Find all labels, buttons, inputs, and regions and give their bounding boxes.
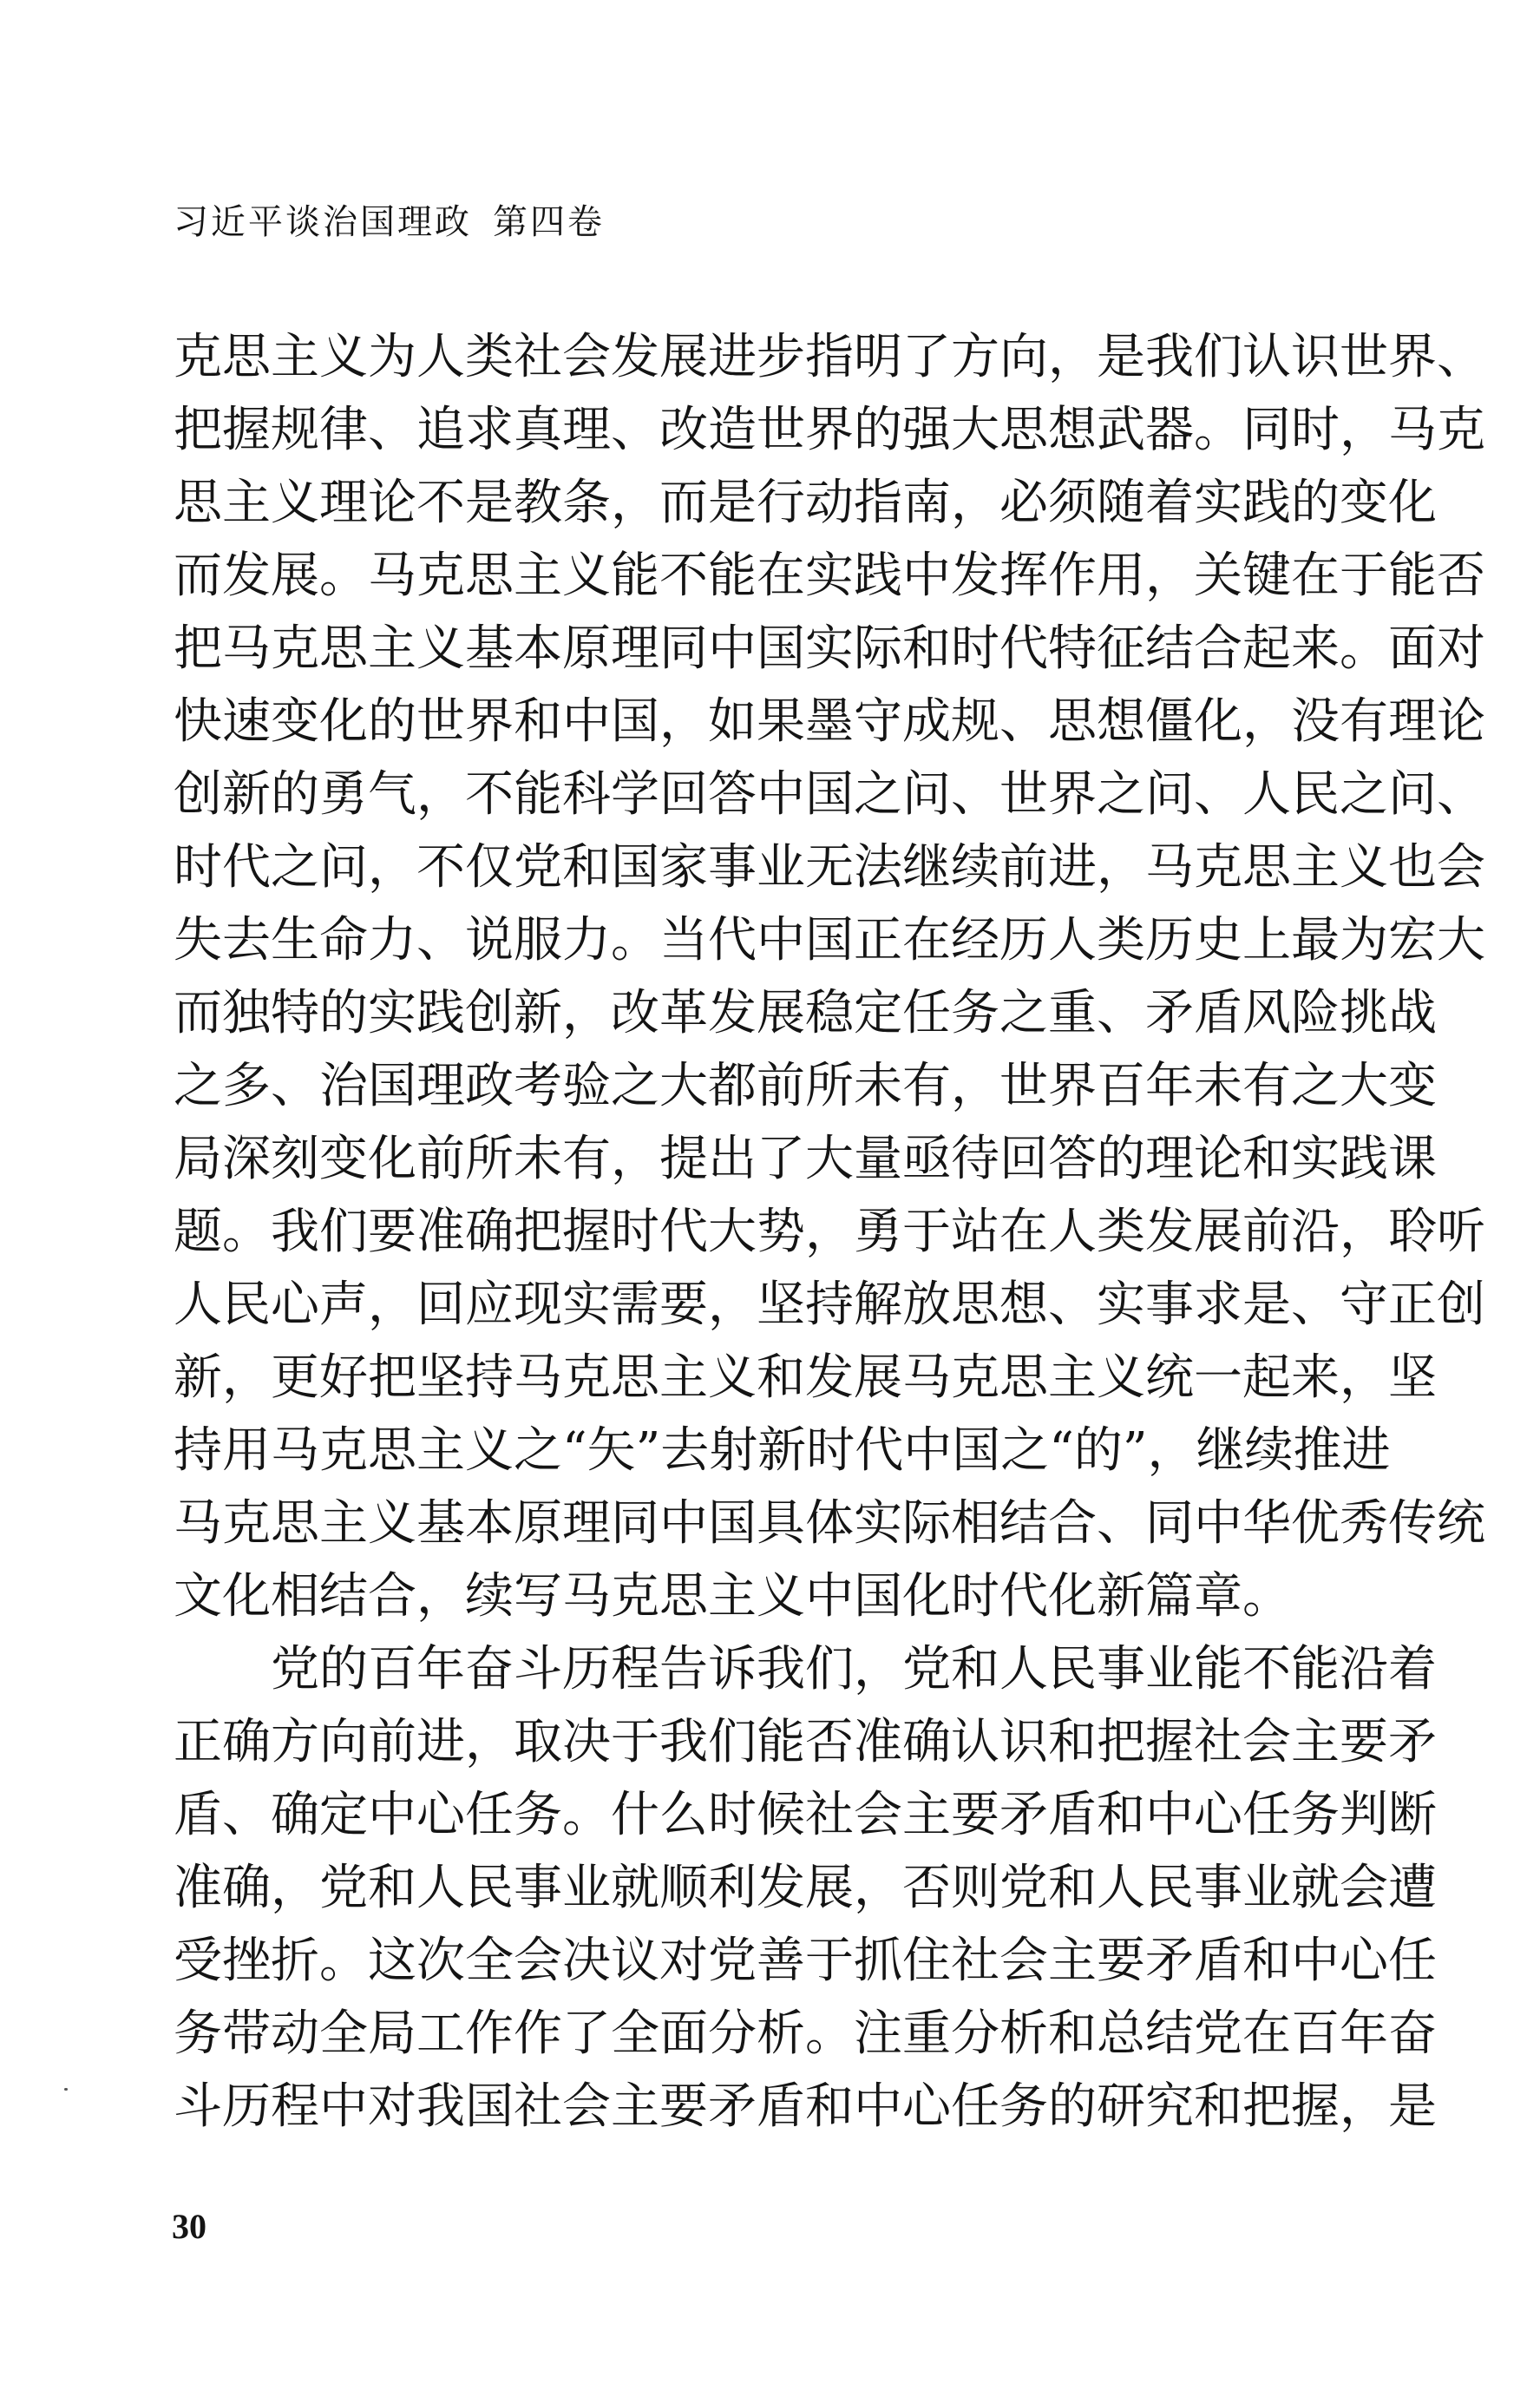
paragraph bbox=[174, 1633, 1437, 2144]
text-line: 而独特的实践创新，改革发展稳定任务之重、矛盾风险挑战 bbox=[174, 985, 1437, 1041]
text-line: 思主义理论不是教条，而是行动指南，必须随着实践的变化 bbox=[174, 475, 1437, 531]
text-line: 人民心声，回应现实需要，坚持解放思想、实事求是、守正创 bbox=[174, 1277, 1485, 1333]
text-line: 务带动全局工作作了全面分析。注重分析和总结党在百年奋 bbox=[174, 2006, 1437, 2062]
text-line: 克思主义为人类社会发展进步指明了方向，是我们认识世界、 bbox=[174, 329, 1485, 385]
text-line: 时代之问，不仅党和国家事业无法继续前进，马克思主义也会 bbox=[174, 839, 1485, 896]
text-line: 而发展。马克思主义能不能在实践中发挥作用，关键在于能否 bbox=[174, 548, 1485, 604]
text-line: 局深刻变化前所未有，提出了大量亟待回答的理论和实践课 bbox=[174, 1131, 1437, 1187]
text-line: 文化相结合，续写马克思主义中国化时代化新篇章。 bbox=[174, 1568, 1291, 1625]
paragraph bbox=[174, 321, 1485, 1633]
text-line: 快速变化的世界和中国，如果墨守成规、思想僵化，没有理论 bbox=[174, 693, 1485, 750]
text-line: 正确方向前进，取决于我们能否准确认识和把握社会主要矛 bbox=[174, 1714, 1437, 1770]
scan-speck bbox=[64, 2088, 68, 2091]
text-line: 把马克思主义基本原理同中国实际和时代特征结合起来。面对 bbox=[174, 620, 1485, 677]
text-line: 马克思主义基本原理同中国具体实际相结合、同中华优秀传统 bbox=[174, 1495, 1485, 1552]
body-text bbox=[174, 321, 1485, 2144]
text-line: 把握规律、追求真理、改造世界的强大思想武器。同时，马克 bbox=[174, 402, 1485, 458]
volume-label: 第四卷 bbox=[493, 202, 605, 242]
text-line: 创新的勇气，不能科学回答中国之问、世界之问、人民之问、 bbox=[174, 766, 1485, 823]
text-line: 持用马克思主义之“矢”去射新时代中国之“的”，继续推进 bbox=[174, 1422, 1391, 1479]
text-line: 新，更好把坚持马克思主义和发展马克思主义统一起来，坚 bbox=[174, 1349, 1437, 1406]
text-line: 题。我们要准确把握时代大势，勇于站在人类发展前沿，聆听 bbox=[174, 1204, 1485, 1260]
text-line: 党的百年奋斗历程告诉我们，党和人民事业能不能沿着 bbox=[271, 1641, 1437, 1697]
text-line: 受挫折。这次全会决议对党善于抓住社会主要矛盾和中心任 bbox=[174, 1933, 1437, 1989]
text-line: 之多、治国理政考验之大都前所未有，世界百年未有之大变 bbox=[174, 1058, 1437, 1114]
text-line: 斗历程中对我国社会主要矛盾和中心任务的研究和把握，是 bbox=[174, 2078, 1437, 2135]
text-line: 准确，党和人民事业就顺利发展，否则党和人民事业就会遭 bbox=[174, 1860, 1437, 1916]
book-title: 习近平谈治国理政 bbox=[174, 202, 472, 242]
text-line: 盾、确定中心任务。什么时候社会主要矛盾和中心任务判断 bbox=[174, 1787, 1437, 1843]
running-head bbox=[174, 198, 605, 246]
text-line: 失去生命力、说服力。当代中国正在经历人类历史上最为宏大 bbox=[174, 912, 1485, 968]
page-number: 30 bbox=[172, 2207, 206, 2246]
